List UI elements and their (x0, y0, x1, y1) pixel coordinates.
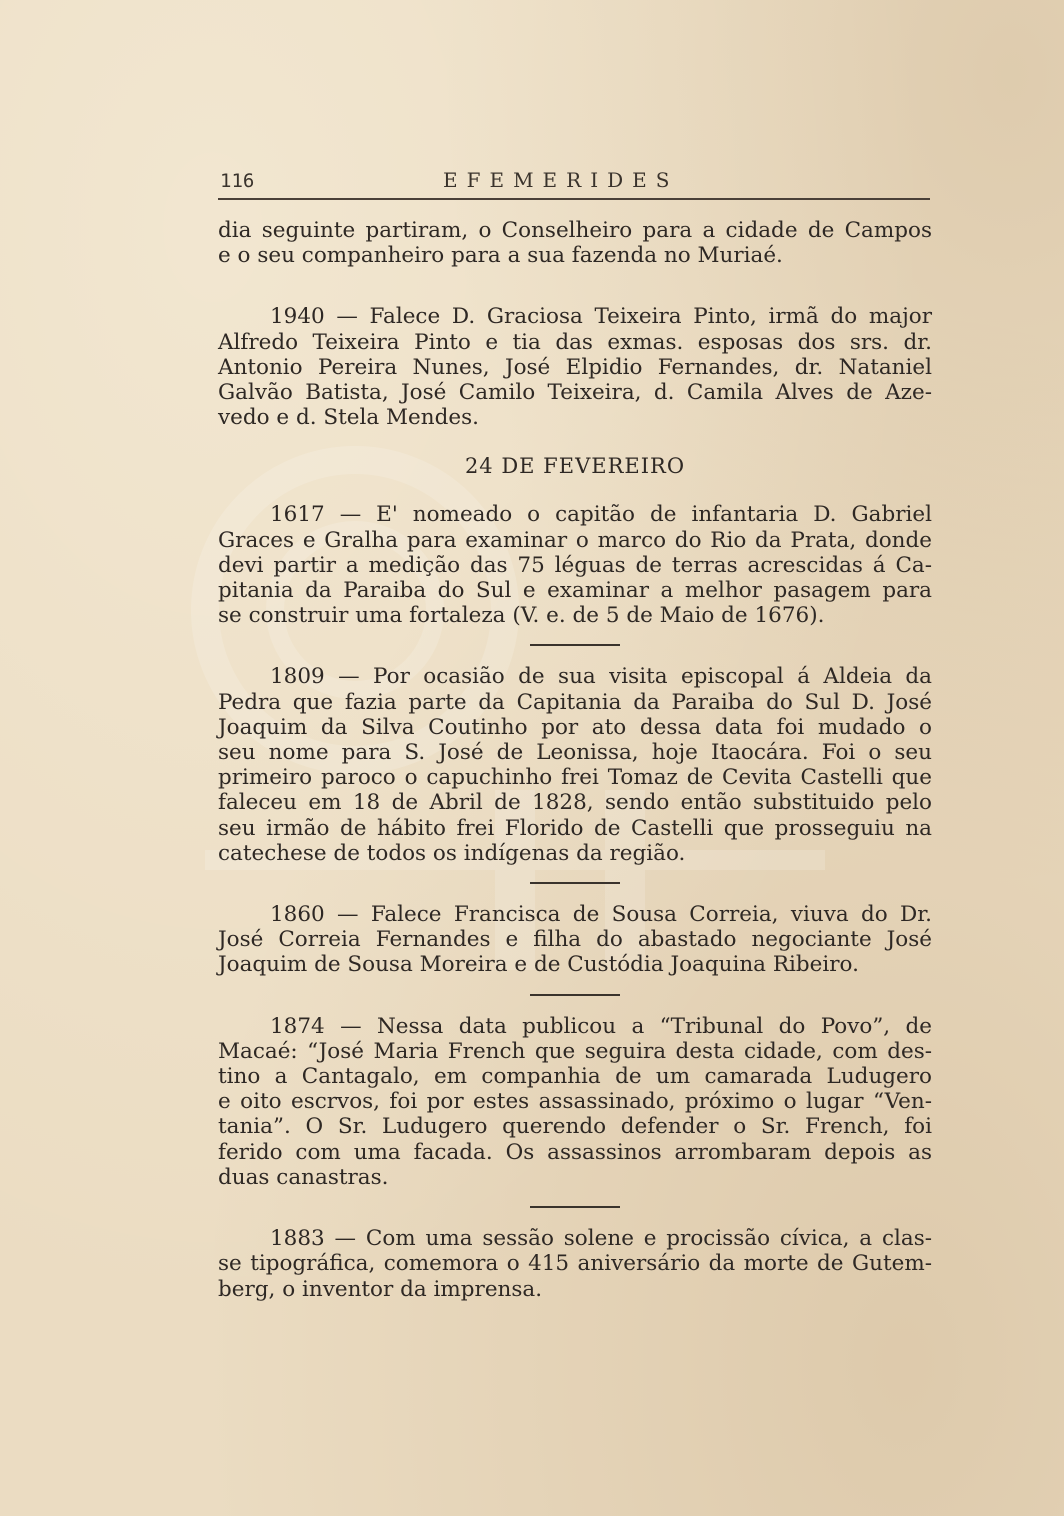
text-line: 1860 — Falece Francisca de Sousa Correia, viuva do Dr. (270, 902, 932, 928)
text-line: duas canastras. (218, 1164, 389, 1190)
text-line: vedo e d. Stela Mendes. (218, 405, 479, 431)
text-line: dia seguinte partiram, o Conselheiro para a cidade de Campos (218, 218, 932, 243)
entry-1883 (218, 1226, 932, 1302)
entry-1809 (218, 664, 932, 866)
running-head: EFEMERIDES (443, 168, 679, 192)
paragraph-continuation (218, 218, 932, 268)
text-line: 1940 — Falece D. Graciosa Teixeira Pinto, irmã do major (270, 304, 932, 330)
text-line: Pedra que fazia parte da Capitania da Paraiba do Sul D. José (218, 689, 932, 715)
text-line: 1617 — E' nomeado o capitão de infantaria D. Gabriel (270, 502, 932, 528)
text-line: Galvão Batista, José Camilo Teixeira, d. Camila Alves de Aze- (218, 380, 932, 406)
text-line: devi partir a medição das 75 léguas de terras acrescidas á Ca- (218, 552, 932, 578)
text-line: e oito escrvos, foi por estes assassinado, próximo o lugar “Ven- (218, 1089, 932, 1115)
text-line: catechese de todos os indígenas da região. (218, 840, 686, 866)
text-line: seu irmão de hábito frei Florido de Castelli que prosseguiu na (218, 815, 932, 841)
text-line: tino a Cantagalo, em companhia de um camarada Ludugero (218, 1064, 932, 1090)
text-line: ferido com uma facada. Os assassinos arrombaram depois as (218, 1139, 932, 1165)
entry-1617 (218, 502, 932, 628)
entry-1940 (218, 304, 932, 430)
text-line: 1883 — Com uma sessão solene e procissão cívica, a clas- (270, 1226, 932, 1252)
text-line: pitania da Paraiba do Sul e examinar a melhor pasagem para (218, 578, 932, 604)
text-line: 1809 — Por ocasião de sua visita episcopal á Aldeia da (270, 664, 932, 690)
text-line: Joaquim da Silva Coutinho por ato dessa data foi mudado o (218, 714, 932, 740)
page-header (218, 168, 930, 200)
text-line: seu nome para S. José de Leonissa, hoje Itaocára. Foi o seu (218, 740, 932, 766)
text-line: primeiro paroco o capuchinho frei Tomaz de Cevita Castelli que (218, 765, 932, 791)
text-line: faleceu em 18 de Abril de 1828, sendo então substituido pelo (218, 790, 932, 816)
text-line: e o seu companheiro para a sua fazenda no Muriaé. (218, 243, 783, 269)
text-line: 1874 — Nessa data publicou a “Tribunal do Povo”, de (270, 1013, 932, 1039)
text-line: se construir uma fortaleza (V. e. de 5 de Maio de 1676). (218, 603, 825, 629)
text-line: José Correia Fernandes e filha do abastado negociante José (218, 927, 932, 953)
text-line: se tipográfica, comemora o 415 aniversário da morte de Gutem- (218, 1251, 932, 1277)
text-line: Macaé: “José Maria French que seguira desta cidade, com des- (218, 1038, 932, 1064)
text-line: berg, o inventor da imprensa. (218, 1276, 543, 1302)
text-line: Graces e Gralha para examinar o marco do Rio da Prata, donde (218, 527, 932, 553)
page-number: 116 (220, 170, 255, 192)
text-line: Antonio Pereira Nunes, José Elpidio Fernandes, dr. Nataniel (218, 354, 932, 380)
entry-1874 (218, 1014, 932, 1190)
entry-1860 (218, 902, 932, 978)
section-title: 24 DE FEVEREIRO (464, 454, 686, 479)
text-line: tania”. O Sr. Ludugero querendo defender o Sr. French, foi (218, 1114, 932, 1140)
text-line: Alfredo Teixeira Pinto e tia das exmas. esposas dos srs. dr. (218, 329, 932, 355)
text-line: Joaquim de Sousa Moreira e de Custódia Joaquina Ribeiro. (218, 952, 859, 978)
page-body (218, 218, 932, 1302)
